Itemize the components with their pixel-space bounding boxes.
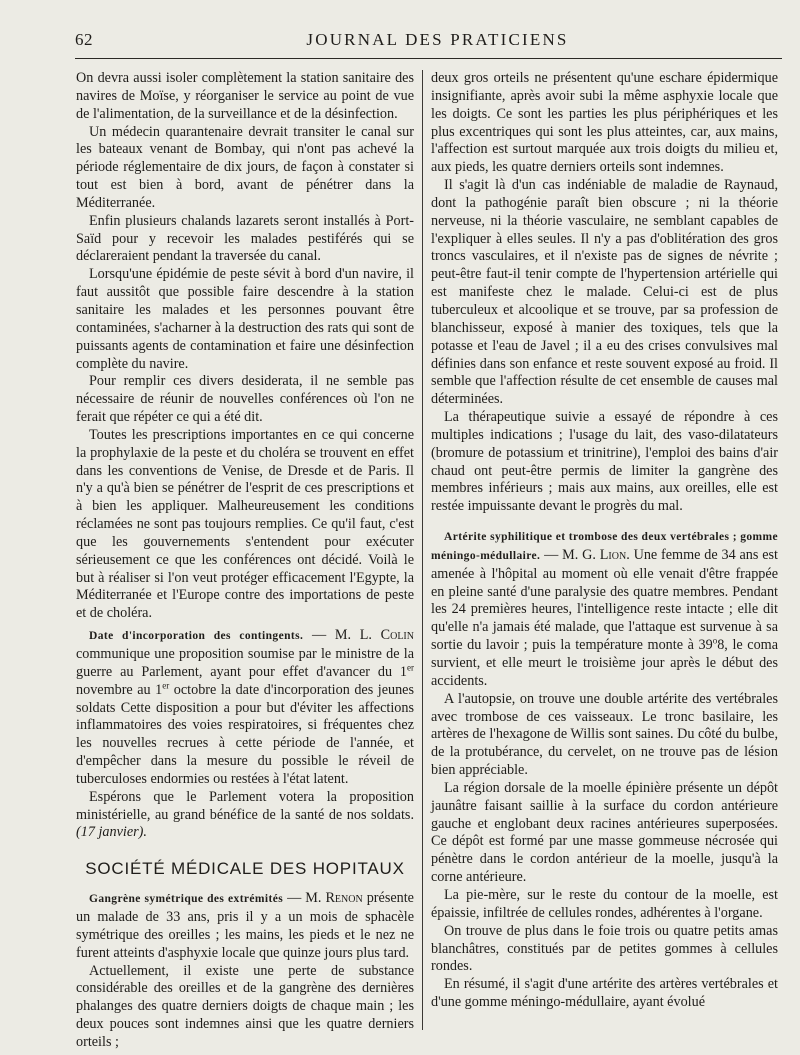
paragraph: Pour remplir ces divers desiderata, il ne semble pas nécessaire de réunir de nouvelles conférences où l'on ne ferait que répéter ce qui a été dit. [76,373,414,426]
author-prefix: — M. L. [303,627,381,644]
paragraph [431,528,778,691]
superscript: er [407,662,414,673]
text-run: octobre la date d'incorporation des jeunes soldats Cette disposition a pour but d'éviter les affections inflammatoires des voies respiratoires, si fréquentes chez les nouvelles recrues à cette période de l'année, et d'empêcher dans la mesure du possible le réveil de tuberculoses endormies ou restées à l'état latent. [76,681,414,787]
author-name: Colin [380,627,414,644]
paragraph: Toutes les prescriptions importantes en ce qui concerne la prophylaxie de la peste et du choléra se trouvent en effet dans les conventions de Venise, de Dresde et de Paris. Il n'y a qu'à bien se pénétrer de l'esprit de ces prescriptions et à bien les appliquer. Malheureusement les conditions réclamées ne sont pas toujours remplies. Ce qu'il faut, c'est que les gouvernements s'entendent pour exécuter sérieusement ce que les conférences ont décidé. Voilà le but à réaliser si l'on veut protéger efficacement l'Egypte, la Méditerranée et l'Europe contre des importations de peste et de choléra. [76,426,414,622]
paragraph: En résumé, il s'agit d'une artérite des artères vertébrales et d'une gomme méningo-médullaire, ayant évolué [431,976,778,1011]
paragraph: La région dorsale de la moelle épinière présente un dépôt jaunâtre faisant saillie à la surface du cordon antérieure gauche et englobant deux racines antérieures superposées. Ce dépôt est formé par une masse gommeuse nécrosée qui pénètre dans le cordon antérieur de la moelle, jusqu'à la corne antérieure. [431,779,778,886]
text-run: communique une proposition soumise par le ministre de la guerre au Parlement, ayant pour effet d'avancer du 1 [76,646,414,680]
column-divider [422,70,423,1030]
header-rule [75,58,782,59]
page-header [75,30,760,54]
paragraph: Un médecin quarantenaire devrait transiter le canal sur les bateaux venant de Bombay, qui n'ont pas achevé la période réglementaire de dix jours, de façon à constater si tout est bien à bord, avant de pénétrer dans la Méditerranée. [76,123,414,211]
paragraph [76,890,414,962]
right-column [431,70,778,1012]
subsection-heading: Gangrène symétrique des extrémités [89,893,284,906]
author-name: Lion [599,546,627,563]
paragraph: Il s'agit là d'un cas indéniable de maladie de Raynaud, dont la pathogénie paraît bien obscure ; ni la théorie nerveuse, ni la théorie vasculaire, ne semblant capables de l'expliquer à elles seules. Il n'y a pas d'oblitération des gros troncs vasculaires, et il n'existe pas de signes de névrite ; peut-être faut-il tenir compte de l'hypertension artérielle qui est manifeste chez le malade. Celui-ci est de plus tuberculeux et alcoolique et se trouve, par sa profession de blanchisseur, exposé à manier des toxiques, tels que la potasse et l'eau de Javel ; il a eu des crises convulsives mal définies dans son enfance et reste souvent exposé au froid. Il semble que l'affection résulte de cet ensemble de causes mal déterminées. [431,177,778,408]
paragraph: On devra aussi isoler complètement la station sanitaire des navires de Moïse, y réorganiser le service au point de vue de l'alimentation, de la surveillance et de la désinfection. [76,70,414,122]
left-column [76,70,414,1052]
paragraph [76,789,414,843]
text-run: . Une femme de 34 ans est amenée à l'hôpital au moment où elle venait d'être frappée en pleine santé d'une paralysie des quatre membres. Pendant les 24 premières heures, l'intelligence reste intacte ; elle dit qu'elle n'a jamais été malade, que l'attaque est survenue à sa sortie du lavoir ; puis la température monte à 39 [431,546,778,654]
text-run: Espérons que le Parlement votera la proposition ministérielle, au grand bénéfice de la santé de nos soldats. [76,788,414,823]
section-title: SOCIÉTÉ MÉDICALE DES HOPITAUX [85,859,405,879]
paragraph: Lorsqu'une épidémie de peste sévit à bord d'un navire, il faut aussitôt que possible faire descendre à la station sanitaire les malades et les personnes pouvant être contaminées, s'acharner à la destruction des rats qui sont de puissants agents de contamination et faire une désinfection complète du navire. [76,266,414,372]
superscript: o [712,635,718,646]
paragraph: A l'autopsie, on trouve une double artérite des vertébrales avec trombose de ces vaisseaux. Le tronc basilaire, les artères de l'hexagone de Willis sont saines. Du côté du bulbe, de la protubérance, du cervelet, on ne trouve pas de lésion bien appréciable. [431,690,778,779]
paragraph: Actuellement, il existe une perte de substance considérable des oreilles et de la gangrène des dernières phalanges des quatre derniers doigts de chaque main ; les deux pouces sont indemnes ainsi que les quatre derniers orteils ; [76,962,414,1050]
date-note: (17 janvier). [76,824,147,841]
running-head: JOURNAL DES PRATICIENS [306,30,569,49]
paragraph: Enfin plusieurs chalands lazarets seront installés à Port-Saïd pour y recevoir les malades pestiférés qui se déclareraient pendant la traversée du canal. [76,212,414,265]
subsection-heading: Artérite syphilitique et trombose des deux vertébrales ; gomme méningo-médullaire. [431,531,778,562]
paragraph: La pie-mère, sur le reste du contour de la moelle, est épaissie, infiltrée de cellules rondes, adhérentes à l'organe. [431,886,778,921]
text-run: 8, le coma survient, et elle meurt le troisième jour après le début des accidents. [431,637,778,689]
paragraph: On trouve de plus dans le foie trois ou quatre petits amas blanchâtres, constitués par de petites gommes à cellules rondes. [431,922,778,975]
text-run: présente un malade de 33 ans, pris il y a un mois de sphacèle symétrique des oreilles ; les mains, les pieds et le nez ne furent atteints d'asphyxie locale que quinze jours plus tard. [76,890,414,961]
author-prefix: — M. [283,890,326,907]
paragraph [76,627,414,789]
page-number: 62 [75,30,93,49]
subsection-heading: Date d'incorporation des contingents. [89,630,304,643]
paragraph: La thérapeutique suivie a essayé de répondre à ces multiples indications ; l'usage du lait, des vaso-dilatateurs (bromure de potassium et trinitrine), l'emploi des bains d'air chaud ont peut-être permis de limiter la gangrène des membres inférieurs ; mais aux mains, aux oreilles, elle est restée impuissante devant le progrès du mal. [431,409,778,515]
paragraph: deux gros orteils ne présentent qu'une eschare épidermique insignifiante, après avoir subi la même asphyxie locale que les doigts. Ce sont les parties les plus périphériques et les plus excentriques qui sont les plus atteintes, car, aux mains, l'affection est surtout marquée aux trois doigts du milieu et, aux pieds, les quatre derniers orteils sont indemnes. [431,70,778,176]
author-name: Renon [325,890,363,907]
author-prefix: — M. G. [540,546,600,563]
superscript: er [162,679,170,690]
text-run: novembre au 1 [76,681,163,698]
